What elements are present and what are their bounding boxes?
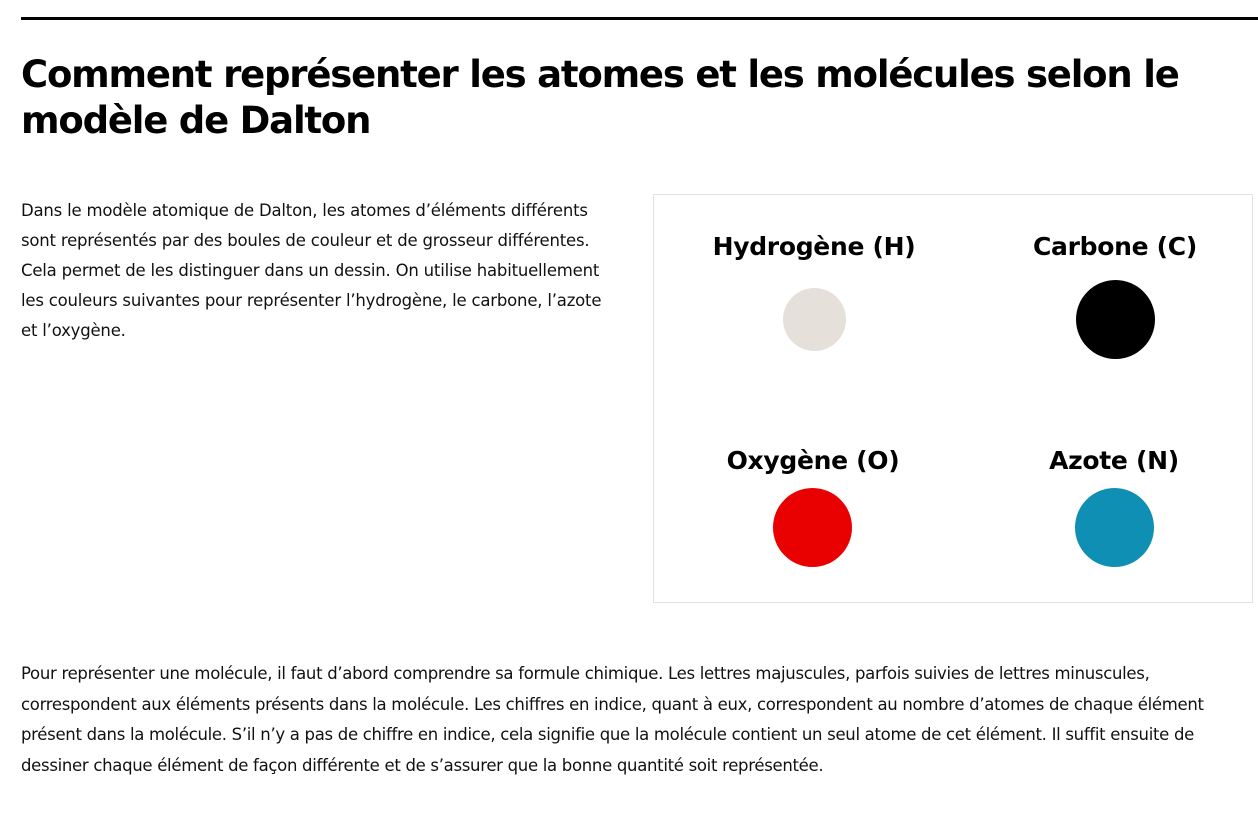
atom-label-carbon: Carbone (C) xyxy=(1033,232,1197,261)
atom-ball-nitrogen xyxy=(1075,488,1154,567)
body-paragraph: Pour représenter une molécule, il faut d’abord comprendre sa formule chimique. Les lettres majuscules, parfois suivies de lettres minuscules, correspondent aux éléments présents dans la molécule. Les chiffres en indice, quant à eux, correspondent au nombre d’atomes de chaque élément présent dans la molécule. S’il n’y a pas de chiffre en indice, cela signifie que la molécule contient un seul atome de cet élément. Il suffit ensuite de dessiner chaque élément de façon différente et de s’assurer que la bonne quantité soit représentée. xyxy=(21,664,1204,775)
top-divider xyxy=(21,17,1258,20)
dalton-atoms-figure xyxy=(653,194,1253,603)
atom-label-oxygen: Oxygène (O) xyxy=(726,446,900,475)
intro-paragraph: Dans le modèle atomique de Dalton, les atomes d’éléments différents sont représentés par des boules de couleur et de grosseur différentes. Cela permet de les distinguer dans un dessin. On utilise habituellement les couleurs suivantes pour représenter l’hydrogène, le carbone, l’azote et l’oxygène. xyxy=(21,201,602,340)
atom-label-nitrogen: Azote (N) xyxy=(1049,446,1179,475)
atom-ball-oxygen xyxy=(773,488,852,567)
page-title: Comment représenter les atomes et les molécules selon le modèle de Dalton xyxy=(21,53,1179,142)
atom-label-hydrogen: Hydrogène (H) xyxy=(712,232,916,261)
atom-ball-hydrogen xyxy=(783,288,846,351)
atom-ball-carbon xyxy=(1076,280,1155,359)
